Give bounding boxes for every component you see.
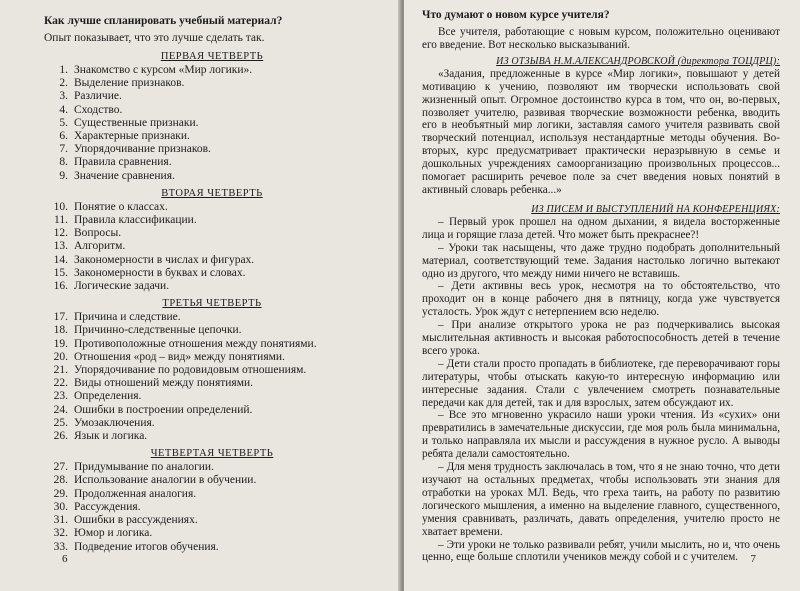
quarter-2 [44,187,380,293]
quarter-3-title: ТРЕТЬЯ ЧЕТВЕРТЬ [162,298,262,310]
review-quote: «Задания, предложенные в курсе «Мир логики», повышают у детей мотивацию к учению, позволяют им творчески использовать свой жизненный опыт. Огромное достоинство курса в том, что он, во-первых, позволяет учителю, развивая творческие возможности ребенка, вводить его в необъятный мир логики, заставляя самого учителя развивать свой творческий потенциал, используя нестандартные методы обучения. Во-вторых, курс предусматривает практически неразрывную в семье и дошкольных учреждениях самоорганизацию произвольных процессов... помогает расширить речевое поле за счет введения новых понятий в активный словарь ребенка...» [422,67,780,196]
letters-source-heading: ИЗ ПИСЕМ И ВЫСТУПЛЕНИЙ НА КОНФЕРЕНЦИЯХ: [531,203,780,215]
quarter-4-title: ЧЕТВЕРТАЯ ЧЕТВЕРТЬ [150,448,274,460]
right-page-intro: Все учителя, работающие с новым курсом, положительно оценивают его введение. Вот несколько высказываний. [422,26,780,51]
quarter-3 [44,297,380,443]
list-item: 33. Подведение итогов обучения. [53,540,219,553]
quarter-1-title: ПЕРВАЯ ЧЕТВЕРТЬ [160,51,264,62]
list-item: 15. Закономерности в буквах и словах. [53,266,246,279]
letter-paragraph: – Дети стали просто пропадать в библиотеке, где переворачивают горы литературы, чтобы отыскать какую-то интересную информацию или интересные задания. Стали с увлечением смотреть познавательные передачи как для детей, так и для взрослых, затем обсуждают их. [422,357,780,409]
list-item: 10. Понятие о классах. [53,200,168,213]
right-page-heading: Что думают о новом курсе учителя? [422,9,610,21]
list-item: 7. Упорядочивание признаков. [59,143,211,156]
quarter-2-title: ВТОРАЯ ЧЕТВЕРТЬ [161,187,263,199]
list-item: 6. Характерные признаки. [59,130,190,143]
letter-paragraph: – Все это мгновенно украсило наши уроки чтения. Из «сухих» они превратились в замечательные дискуссии, где моя роль была минимальна, и только направляла их мысли и рассуждения в нужное русло. А выводы ребята делали самостоятельно. [422,409,780,461]
quarter-4 [44,447,380,553]
list-item: 25. Умозаключения. [53,416,155,429]
list-item: 20. Отношения «род – вид» между понятиями. [53,350,285,363]
quarter-1 [44,50,380,183]
list-item: 2. Выделение признаков. [59,77,185,90]
list-item: 16. Логические задачи. [53,280,170,293]
list-item: 14. Закономерности в числах и фигурах. [53,253,255,266]
review-source-heading: ИЗ ОТЗЫВА Н.М.АЛЕКСАНДРОВСКОЙ (директора ТОЦДРЦ): [496,55,780,67]
right-page [404,0,800,591]
list-item: 31. Ошибки в рассуждениях. [53,514,198,527]
list-item: 28. Использование аналогии в обучении. [53,474,257,487]
page-number-right: 7 [750,553,756,565]
list-item: 18. Причинно-следственные цепочки. [53,324,242,337]
letter-paragraph: – Для меня трудность заключалась в том, что я не знаю точно, что дети изучают на остальных предметах, чтобы использовать эти знания для отработки на уроках МЛ. Ведь, что греха таить, на работу по развитию логического мышления, а именно на выделение главного, существенного, умения сравнивать, различать, давать определения, учителю просто не хватает времени. [422,461,780,538]
letter-paragraph: – Дети активны весь урок, несмотря на то обстоятельство, что проходит он в конце рабочего дня в пятницу, когда уже чувствуется усталость. Урок ждут с нетерпением всю неделю. [422,280,780,319]
list-item: 24. Ошибки в построении определений. [53,403,253,416]
quarter-2-list [44,201,380,293]
quarter-4-list [44,461,380,553]
list-item: 1. Знакомство с курсом «Мир логики». [59,64,253,76]
list-item: 4. Сходство. [59,103,123,116]
left-page-intro: Опыт показывает, что это лучше сделать так. [44,32,265,44]
list-item: 11. Правила классификации. [54,214,197,227]
letter-paragraph: – При анализе открытого урока не раз подчеркивались высокая мыслительная активность и высокая работоспособность детей в течение всего урока. [422,319,780,357]
list-item: 19. Противоположные отношения между понятиями. [53,337,317,350]
list-item: 22. Виды отношений между понятиями. [53,377,254,390]
letter-paragraph: – Первый урок прошел на одном дыхании, я видела восторженные лица и горящие глаза детей. Что может быть прекраснее?! [422,215,780,241]
list-item: 12. Вопросы. [53,227,122,240]
list-item: 27. Придумывание по аналогии. [53,461,214,474]
list-item: 26. Язык и логика. [53,430,148,443]
letter-paragraph: – Эти уроки не только развивали ребят, учили мыслить, но и, что очень ценно, еще больше сплотили учеников между собой и с учителем. [422,538,780,564]
list-item: 8. Правила сравнения. [59,156,172,169]
list-item: 9. Значение сравнения. [59,169,175,182]
list-item: 30. Рассуждения. [53,500,141,513]
page-number-left: 6 [62,553,68,565]
letter-paragraph: – Уроки так насыщены, что даже трудно подобрать дополнительный материал, соответствующий теме. Задания настолько логично вытекают одно из другого, что между ними ничего не вставишь. [422,241,780,280]
list-item: 32. Юмор и логика. [53,527,153,540]
list-item: 5. Существенные признаки. [59,116,199,129]
list-item: 29. Продолженная аналогия. [53,487,197,500]
left-page-heading: Как лучше спланировать учебный материал? [44,15,283,27]
list-item: 13. Алгоритм. [53,240,126,253]
list-item: 3. Различие. [59,90,122,103]
list-item: 17. Причина и следствие. [53,311,181,324]
list-item: 23. Определения. [53,390,142,403]
list-item: 21. Упорядочивание по родовидовым отношениям. [53,364,307,377]
quarter-1-list [44,64,380,183]
quarter-3-list [44,311,380,443]
